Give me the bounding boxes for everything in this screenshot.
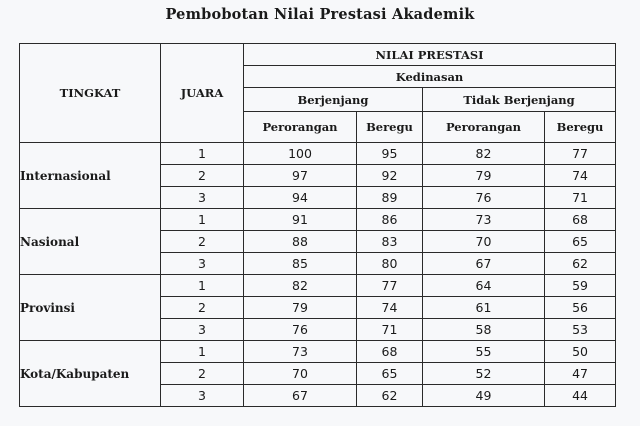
level-cell: Nasional: [20, 209, 161, 275]
value-cell: 85: [244, 253, 357, 275]
juara-cell: 3: [161, 187, 244, 209]
value-cell: 79: [244, 297, 357, 319]
value-cell: 88: [244, 231, 357, 253]
value-cell: 47: [545, 363, 616, 385]
value-cell: 73: [423, 209, 545, 231]
value-cell: 65: [357, 363, 423, 385]
value-cell: 71: [545, 187, 616, 209]
juara-cell: 2: [161, 165, 244, 187]
level-cell: Provinsi: [20, 275, 161, 341]
value-cell: 74: [545, 165, 616, 187]
value-cell: 64: [423, 275, 545, 297]
value-cell: 82: [244, 275, 357, 297]
header-tidak-berjenjang: Tidak Berjenjang: [423, 88, 616, 112]
value-cell: 49: [423, 385, 545, 407]
value-cell: 77: [545, 143, 616, 165]
weighting-table: [19, 43, 616, 407]
value-cell: 95: [357, 143, 423, 165]
juara-cell: 3: [161, 319, 244, 341]
value-cell: 50: [545, 341, 616, 363]
value-cell: 83: [357, 231, 423, 253]
value-cell: 76: [423, 187, 545, 209]
value-cell: 68: [545, 209, 616, 231]
value-cell: 58: [423, 319, 545, 341]
value-cell: 67: [244, 385, 357, 407]
value-cell: 100: [244, 143, 357, 165]
juara-cell: 1: [161, 341, 244, 363]
level-cell: Internasional: [20, 143, 161, 209]
value-cell: 79: [423, 165, 545, 187]
value-cell: 80: [357, 253, 423, 275]
value-cell: 71: [357, 319, 423, 341]
value-cell: 89: [357, 187, 423, 209]
juara-cell: 3: [161, 253, 244, 275]
juara-cell: 2: [161, 231, 244, 253]
juara-cell: 1: [161, 143, 244, 165]
juara-cell: 1: [161, 209, 244, 231]
table-row: [20, 341, 616, 363]
value-cell: 86: [357, 209, 423, 231]
value-cell: 56: [545, 297, 616, 319]
juara-cell: 2: [161, 297, 244, 319]
header-tingkat: TINGKAT: [20, 44, 161, 143]
table-body: [20, 143, 616, 407]
header-kedinasan: Kedinasan: [244, 66, 616, 88]
value-cell: 70: [244, 363, 357, 385]
value-cell: 53: [545, 319, 616, 341]
header-beregu-tidak-berjenjang: Beregu: [545, 112, 616, 143]
table-row: [20, 209, 616, 231]
header-perorangan-tidak-berjenjang: Perorangan: [423, 112, 545, 143]
value-cell: 55: [423, 341, 545, 363]
value-cell: 52: [423, 363, 545, 385]
header-perorangan-berjenjang: Perorangan: [244, 112, 357, 143]
value-cell: 92: [357, 165, 423, 187]
value-cell: 62: [357, 385, 423, 407]
juara-cell: 3: [161, 385, 244, 407]
value-cell: 82: [423, 143, 545, 165]
header-juara: JUARA: [161, 44, 244, 143]
value-cell: 70: [423, 231, 545, 253]
document-title: Pembobotan Nilai Prestasi Akademik: [165, 6, 475, 23]
value-cell: 62: [545, 253, 616, 275]
header-nilai-prestasi: NILAI PRESTASI: [244, 44, 616, 66]
value-cell: 73: [244, 341, 357, 363]
juara-cell: 1: [161, 275, 244, 297]
value-cell: 77: [357, 275, 423, 297]
juara-cell: 2: [161, 363, 244, 385]
value-cell: 68: [357, 341, 423, 363]
header-berjenjang: Berjenjang: [244, 88, 423, 112]
value-cell: 67: [423, 253, 545, 275]
table-row: [20, 275, 616, 297]
value-cell: 44: [545, 385, 616, 407]
value-cell: 97: [244, 165, 357, 187]
value-cell: 61: [423, 297, 545, 319]
value-cell: 59: [545, 275, 616, 297]
value-cell: 76: [244, 319, 357, 341]
level-cell: Kota/Kabupaten: [20, 341, 161, 407]
value-cell: 91: [244, 209, 357, 231]
table-row: [20, 143, 616, 165]
value-cell: 65: [545, 231, 616, 253]
value-cell: 94: [244, 187, 357, 209]
header-beregu-berjenjang: Beregu: [357, 112, 423, 143]
value-cell: 74: [357, 297, 423, 319]
